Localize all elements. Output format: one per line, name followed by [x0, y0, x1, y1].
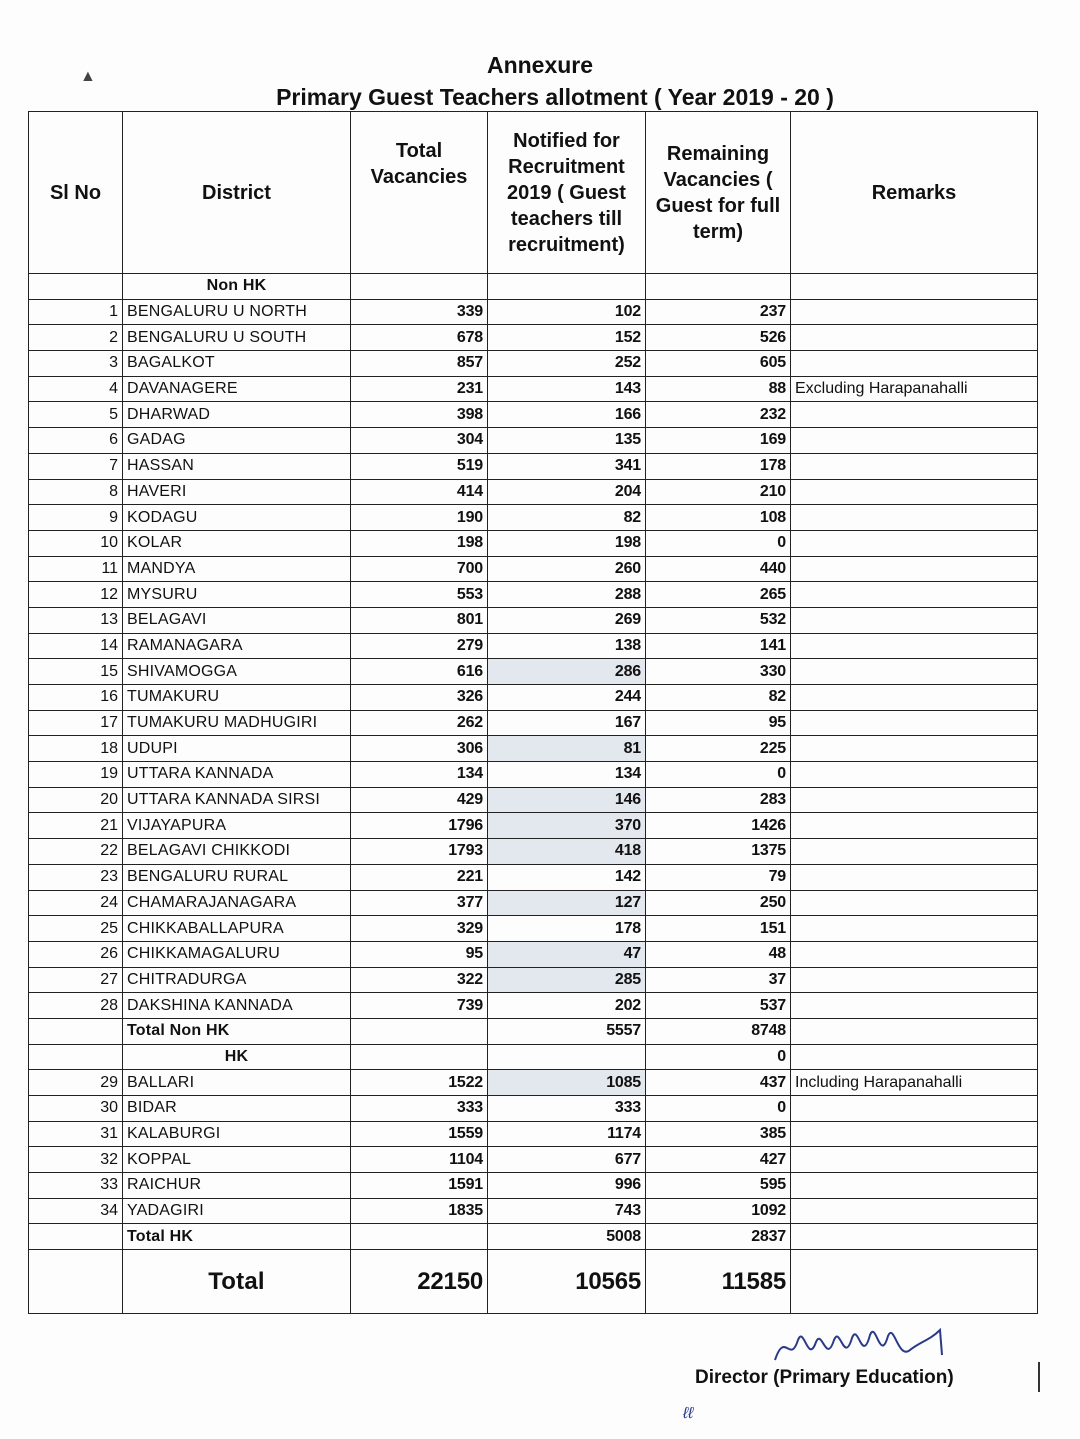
- total-cell: [351, 1018, 488, 1044]
- remarks-cell: [791, 685, 1038, 711]
- table-row: [29, 556, 1038, 582]
- sl-cell: 29: [29, 1070, 123, 1096]
- header-sl-no: Sl No: [29, 112, 123, 274]
- table-row: [29, 453, 1038, 479]
- margin-rule: [1038, 1362, 1040, 1392]
- remaining-cell: 1092: [646, 1198, 791, 1224]
- notified-cell: 82: [488, 505, 646, 531]
- document-subheading: Primary Guest Teachers allotment ( Year 2019 - 20 ): [276, 84, 834, 110]
- total-cell: 1793: [351, 839, 488, 865]
- table-row: [29, 325, 1038, 351]
- sl-cell: 8: [29, 479, 123, 505]
- table-row: [29, 402, 1038, 428]
- remarks-cell: [791, 325, 1038, 351]
- remaining-cell: 330: [646, 659, 791, 685]
- district-cell: CHIKKABALLAPURA: [123, 916, 351, 942]
- subtotal-label: Total Non HK: [123, 1018, 351, 1044]
- table-row: [29, 890, 1038, 916]
- district-cell: GADAG: [123, 428, 351, 454]
- table-row: [29, 762, 1038, 788]
- sl-cell: 24: [29, 890, 123, 916]
- notified-cell: 134: [488, 762, 646, 788]
- total-cell: 857: [351, 351, 488, 377]
- sl-cell: 31: [29, 1121, 123, 1147]
- table-row: [29, 685, 1038, 711]
- district-cell: BELAGAVI: [123, 607, 351, 633]
- notified-cell: 47: [488, 941, 646, 967]
- notified-cell: 5008: [488, 1224, 646, 1250]
- remaining-cell: 427: [646, 1147, 791, 1173]
- notified-cell: 286: [488, 659, 646, 685]
- initials-scribble: ℓℓ: [683, 1405, 694, 1422]
- district-cell: KODAGU: [123, 505, 351, 531]
- district-cell: DAKSHINA KANNADA: [123, 993, 351, 1019]
- remaining-cell: 0: [646, 530, 791, 556]
- remaining-cell: 1426: [646, 813, 791, 839]
- notified-cell: 743: [488, 1198, 646, 1224]
- document-heading: Annexure: [486, 52, 594, 78]
- section-row: [29, 274, 1038, 300]
- sl-cell: 25: [29, 916, 123, 942]
- subtotal-label: Total HK: [123, 1224, 351, 1250]
- remarks-cell: [791, 787, 1038, 813]
- remarks-cell: [791, 736, 1038, 762]
- notified-cell: 138: [488, 633, 646, 659]
- section-row: [29, 1044, 1038, 1070]
- remarks-cell: [791, 299, 1038, 325]
- total-cell: 329: [351, 916, 488, 942]
- sl-cell: 3: [29, 351, 123, 377]
- notified-cell: 178: [488, 916, 646, 942]
- total-cell: 333: [351, 1096, 488, 1122]
- total-cell: [351, 274, 488, 300]
- total-cell: 429: [351, 787, 488, 813]
- notified-cell: 285: [488, 967, 646, 993]
- remaining-cell: 605: [646, 351, 791, 377]
- notified-cell: 333: [488, 1096, 646, 1122]
- table-row: [29, 1173, 1038, 1199]
- total-cell: 134: [351, 762, 488, 788]
- total-cell: 1796: [351, 813, 488, 839]
- sl-cell: 6: [29, 428, 123, 454]
- notified-cell: 81: [488, 736, 646, 762]
- total-cell: [351, 1224, 488, 1250]
- remarks-cell: [791, 633, 1038, 659]
- table-row: [29, 839, 1038, 865]
- remarks-cell: [791, 941, 1038, 967]
- district-cell: CHAMARAJANAGARA: [123, 890, 351, 916]
- remarks-cell: Including Harapanahalli: [791, 1070, 1038, 1096]
- remarks-cell: [791, 1224, 1038, 1250]
- notified-cell: 288: [488, 582, 646, 608]
- remarks-cell: [791, 1121, 1038, 1147]
- table-row: [29, 710, 1038, 736]
- remarks-cell: [791, 1096, 1038, 1122]
- remarks-cell: [791, 813, 1038, 839]
- district-cell: DHARWAD: [123, 402, 351, 428]
- remaining-cell: 95: [646, 710, 791, 736]
- header-remaining: Remaining Vacancies ( Guest for full term): [646, 112, 791, 274]
- header-remarks: Remarks: [791, 112, 1038, 274]
- sl-cell: [29, 1250, 123, 1314]
- notified-cell: 127: [488, 890, 646, 916]
- notified-cell: 996: [488, 1173, 646, 1199]
- district-cell: CHITRADURGA: [123, 967, 351, 993]
- notified-cell: 143: [488, 376, 646, 402]
- remaining-cell: 210: [646, 479, 791, 505]
- notified-cell: 152: [488, 325, 646, 351]
- allotment-table: [28, 111, 1038, 1314]
- total-cell: 700: [351, 556, 488, 582]
- table-row: [29, 428, 1038, 454]
- remarks-cell: [791, 505, 1038, 531]
- district-cell: KALABURGI: [123, 1121, 351, 1147]
- remarks-cell: [791, 582, 1038, 608]
- sl-cell: 32: [29, 1147, 123, 1173]
- total-cell: 739: [351, 993, 488, 1019]
- subtotal-row: [29, 1224, 1038, 1250]
- total-cell: 198: [351, 530, 488, 556]
- table-row: [29, 1198, 1038, 1224]
- remarks-cell: [791, 762, 1038, 788]
- remaining-cell: 232: [646, 402, 791, 428]
- total-cell: 279: [351, 633, 488, 659]
- district-cell: RAMANAGARA: [123, 633, 351, 659]
- notified-cell: 135: [488, 428, 646, 454]
- remaining-cell: 108: [646, 505, 791, 531]
- remarks-cell: [791, 274, 1038, 300]
- remaining-cell: 595: [646, 1173, 791, 1199]
- district-cell: UTTARA KANNADA SIRSI: [123, 787, 351, 813]
- table-row: [29, 813, 1038, 839]
- district-cell: YADAGIRI: [123, 1198, 351, 1224]
- stamp-mark-icon: ▲: [80, 68, 96, 85]
- signature-title: Director (Primary Education): [695, 1367, 954, 1388]
- subtotal-row: [29, 1018, 1038, 1044]
- sl-cell: 27: [29, 967, 123, 993]
- notified-cell: 142: [488, 864, 646, 890]
- remaining-cell: 11585: [646, 1250, 791, 1314]
- table-row: [29, 351, 1038, 377]
- total-cell: 339: [351, 299, 488, 325]
- total-cell: 306: [351, 736, 488, 762]
- notified-cell: [488, 1044, 646, 1070]
- table-row: [29, 659, 1038, 685]
- sl-cell: 33: [29, 1173, 123, 1199]
- total-cell: 221: [351, 864, 488, 890]
- remaining-cell: [646, 274, 791, 300]
- grand-total-row: [29, 1250, 1038, 1314]
- district-cell: RAICHUR: [123, 1173, 351, 1199]
- remaining-cell: 250: [646, 890, 791, 916]
- remarks-cell: [791, 402, 1038, 428]
- header-district: District: [123, 112, 351, 274]
- remarks-cell: [791, 839, 1038, 865]
- total-cell: 95: [351, 941, 488, 967]
- total-cell: 1559: [351, 1121, 488, 1147]
- total-cell: 1104: [351, 1147, 488, 1173]
- remarks-cell: [791, 1044, 1038, 1070]
- table-row: [29, 736, 1038, 762]
- sl-cell: 11: [29, 556, 123, 582]
- remaining-cell: 237: [646, 299, 791, 325]
- sl-cell: 2: [29, 325, 123, 351]
- sl-cell: 34: [29, 1198, 123, 1224]
- total-cell: 377: [351, 890, 488, 916]
- table-row: [29, 967, 1038, 993]
- total-cell: 262: [351, 710, 488, 736]
- sl-cell: 28: [29, 993, 123, 1019]
- remarks-cell: [791, 916, 1038, 942]
- sl-cell: 14: [29, 633, 123, 659]
- remarks-cell: [791, 351, 1038, 377]
- notified-cell: 204: [488, 479, 646, 505]
- notified-cell: 370: [488, 813, 646, 839]
- total-cell: 190: [351, 505, 488, 531]
- sl-cell: 18: [29, 736, 123, 762]
- section-label: Non HK: [123, 274, 351, 300]
- remaining-cell: 1375: [646, 839, 791, 865]
- district-cell: TUMAKURU MADHUGIRI: [123, 710, 351, 736]
- total-cell: 22150: [351, 1250, 488, 1314]
- total-cell: 1522: [351, 1070, 488, 1096]
- district-cell: BENGALURU U SOUTH: [123, 325, 351, 351]
- sl-cell: 5: [29, 402, 123, 428]
- district-cell: UDUPI: [123, 736, 351, 762]
- total-cell: 398: [351, 402, 488, 428]
- total-cell: 304: [351, 428, 488, 454]
- header-total-vacancies: Total Vacancies: [351, 112, 488, 274]
- district-cell: SHIVAMOGGA: [123, 659, 351, 685]
- remaining-cell: 437: [646, 1070, 791, 1096]
- remaining-cell: 0: [646, 1044, 791, 1070]
- remaining-cell: 82: [646, 685, 791, 711]
- remarks-cell: [791, 967, 1038, 993]
- notified-cell: 10565: [488, 1250, 646, 1314]
- grand-total-label: Total: [123, 1250, 351, 1314]
- district-cell: CHIKKAMAGALURU: [123, 941, 351, 967]
- total-cell: 519: [351, 453, 488, 479]
- notified-cell: 167: [488, 710, 646, 736]
- district-cell: HASSAN: [123, 453, 351, 479]
- remarks-cell: [791, 993, 1038, 1019]
- district-cell: HAVERI: [123, 479, 351, 505]
- header-notified: Notified for Recruitment 2019 ( Guest teachers till recruitment): [488, 112, 646, 274]
- table-row: [29, 607, 1038, 633]
- remaining-cell: 141: [646, 633, 791, 659]
- remarks-cell: [791, 1018, 1038, 1044]
- table-row: [29, 299, 1038, 325]
- table-row: [29, 864, 1038, 890]
- sl-cell: 16: [29, 685, 123, 711]
- notified-cell: 146: [488, 787, 646, 813]
- sl-cell: [29, 1224, 123, 1250]
- remaining-cell: 178: [646, 453, 791, 479]
- total-cell: 678: [351, 325, 488, 351]
- sl-cell: 20: [29, 787, 123, 813]
- sl-cell: 9: [29, 505, 123, 531]
- remaining-cell: 265: [646, 582, 791, 608]
- district-cell: UTTARA KANNADA: [123, 762, 351, 788]
- sl-cell: 22: [29, 839, 123, 865]
- total-cell: [351, 1044, 488, 1070]
- remarks-cell: [791, 607, 1038, 633]
- remarks-cell: [791, 1198, 1038, 1224]
- table-row: [29, 376, 1038, 402]
- table-row: [29, 530, 1038, 556]
- signature-scribble: [770, 1320, 970, 1370]
- notified-cell: 677: [488, 1147, 646, 1173]
- remaining-cell: 385: [646, 1121, 791, 1147]
- remarks-cell: [791, 479, 1038, 505]
- table-row: [29, 941, 1038, 967]
- table-row: [29, 916, 1038, 942]
- remarks-cell: [791, 453, 1038, 479]
- district-cell: BALLARI: [123, 1070, 351, 1096]
- sl-cell: 4: [29, 376, 123, 402]
- notified-cell: 198: [488, 530, 646, 556]
- remaining-cell: 48: [646, 941, 791, 967]
- table-body: [29, 274, 1038, 1314]
- remarks-cell: [791, 890, 1038, 916]
- district-cell: VIJAYAPURA: [123, 813, 351, 839]
- remarks-cell: [791, 428, 1038, 454]
- sl-cell: [29, 1044, 123, 1070]
- table-row: [29, 479, 1038, 505]
- section-label: HK: [123, 1044, 351, 1070]
- header-row: [29, 112, 1038, 274]
- remaining-cell: 283: [646, 787, 791, 813]
- sl-cell: 19: [29, 762, 123, 788]
- remaining-cell: 169: [646, 428, 791, 454]
- table-row: [29, 993, 1038, 1019]
- notified-cell: [488, 274, 646, 300]
- notified-cell: 5557: [488, 1018, 646, 1044]
- table-row: [29, 1147, 1038, 1173]
- district-cell: KOLAR: [123, 530, 351, 556]
- total-cell: 414: [351, 479, 488, 505]
- sl-cell: 30: [29, 1096, 123, 1122]
- remarks-cell: Excluding Harapanahalli: [791, 376, 1038, 402]
- sl-cell: [29, 1018, 123, 1044]
- table-row: [29, 633, 1038, 659]
- sl-cell: 12: [29, 582, 123, 608]
- remaining-cell: 537: [646, 993, 791, 1019]
- sl-cell: 1: [29, 299, 123, 325]
- notified-cell: 244: [488, 685, 646, 711]
- notified-cell: 202: [488, 993, 646, 1019]
- remarks-cell: [791, 710, 1038, 736]
- notified-cell: 269: [488, 607, 646, 633]
- remarks-cell: [791, 530, 1038, 556]
- total-cell: 1835: [351, 1198, 488, 1224]
- table-row: [29, 505, 1038, 531]
- district-cell: DAVANAGERE: [123, 376, 351, 402]
- sl-cell: 21: [29, 813, 123, 839]
- sl-cell: 7: [29, 453, 123, 479]
- remarks-cell: [791, 659, 1038, 685]
- district-cell: MANDYA: [123, 556, 351, 582]
- total-cell: 1591: [351, 1173, 488, 1199]
- district-cell: BENGALURU RURAL: [123, 864, 351, 890]
- sl-cell: 17: [29, 710, 123, 736]
- district-cell: TUMAKURU: [123, 685, 351, 711]
- remaining-cell: 440: [646, 556, 791, 582]
- remarks-cell: [791, 864, 1038, 890]
- total-cell: 326: [351, 685, 488, 711]
- sl-cell: [29, 274, 123, 300]
- remarks-cell: [791, 556, 1038, 582]
- district-cell: BELAGAVI CHIKKODI: [123, 839, 351, 865]
- sl-cell: 13: [29, 607, 123, 633]
- district-cell: BIDAR: [123, 1096, 351, 1122]
- notified-cell: 252: [488, 351, 646, 377]
- sl-cell: 10: [29, 530, 123, 556]
- total-cell: 322: [351, 967, 488, 993]
- sl-cell: 26: [29, 941, 123, 967]
- remarks-cell: [791, 1173, 1038, 1199]
- total-cell: 553: [351, 582, 488, 608]
- table-row: [29, 787, 1038, 813]
- notified-cell: 1085: [488, 1070, 646, 1096]
- remaining-cell: 8748: [646, 1018, 791, 1044]
- notified-cell: 166: [488, 402, 646, 428]
- total-cell: 231: [351, 376, 488, 402]
- notified-cell: 102: [488, 299, 646, 325]
- remarks-cell: [791, 1147, 1038, 1173]
- district-cell: BAGALKOT: [123, 351, 351, 377]
- remaining-cell: 225: [646, 736, 791, 762]
- remaining-cell: 0: [646, 1096, 791, 1122]
- notified-cell: 341: [488, 453, 646, 479]
- total-cell: 616: [351, 659, 488, 685]
- remarks-cell: [791, 1250, 1038, 1314]
- remaining-cell: 37: [646, 967, 791, 993]
- remaining-cell: 79: [646, 864, 791, 890]
- table-row: [29, 1096, 1038, 1122]
- remaining-cell: 2837: [646, 1224, 791, 1250]
- remaining-cell: 532: [646, 607, 791, 633]
- district-cell: BENGALURU U NORTH: [123, 299, 351, 325]
- district-cell: KOPPAL: [123, 1147, 351, 1173]
- sl-cell: 15: [29, 659, 123, 685]
- remaining-cell: 0: [646, 762, 791, 788]
- notified-cell: 418: [488, 839, 646, 865]
- remaining-cell: 151: [646, 916, 791, 942]
- remaining-cell: 526: [646, 325, 791, 351]
- notified-cell: 260: [488, 556, 646, 582]
- sl-cell: 23: [29, 864, 123, 890]
- district-cell: MYSURU: [123, 582, 351, 608]
- remaining-cell: 88: [646, 376, 791, 402]
- table-row: [29, 1121, 1038, 1147]
- notified-cell: 1174: [488, 1121, 646, 1147]
- table-row: [29, 582, 1038, 608]
- total-cell: 801: [351, 607, 488, 633]
- table-row: [29, 1070, 1038, 1096]
